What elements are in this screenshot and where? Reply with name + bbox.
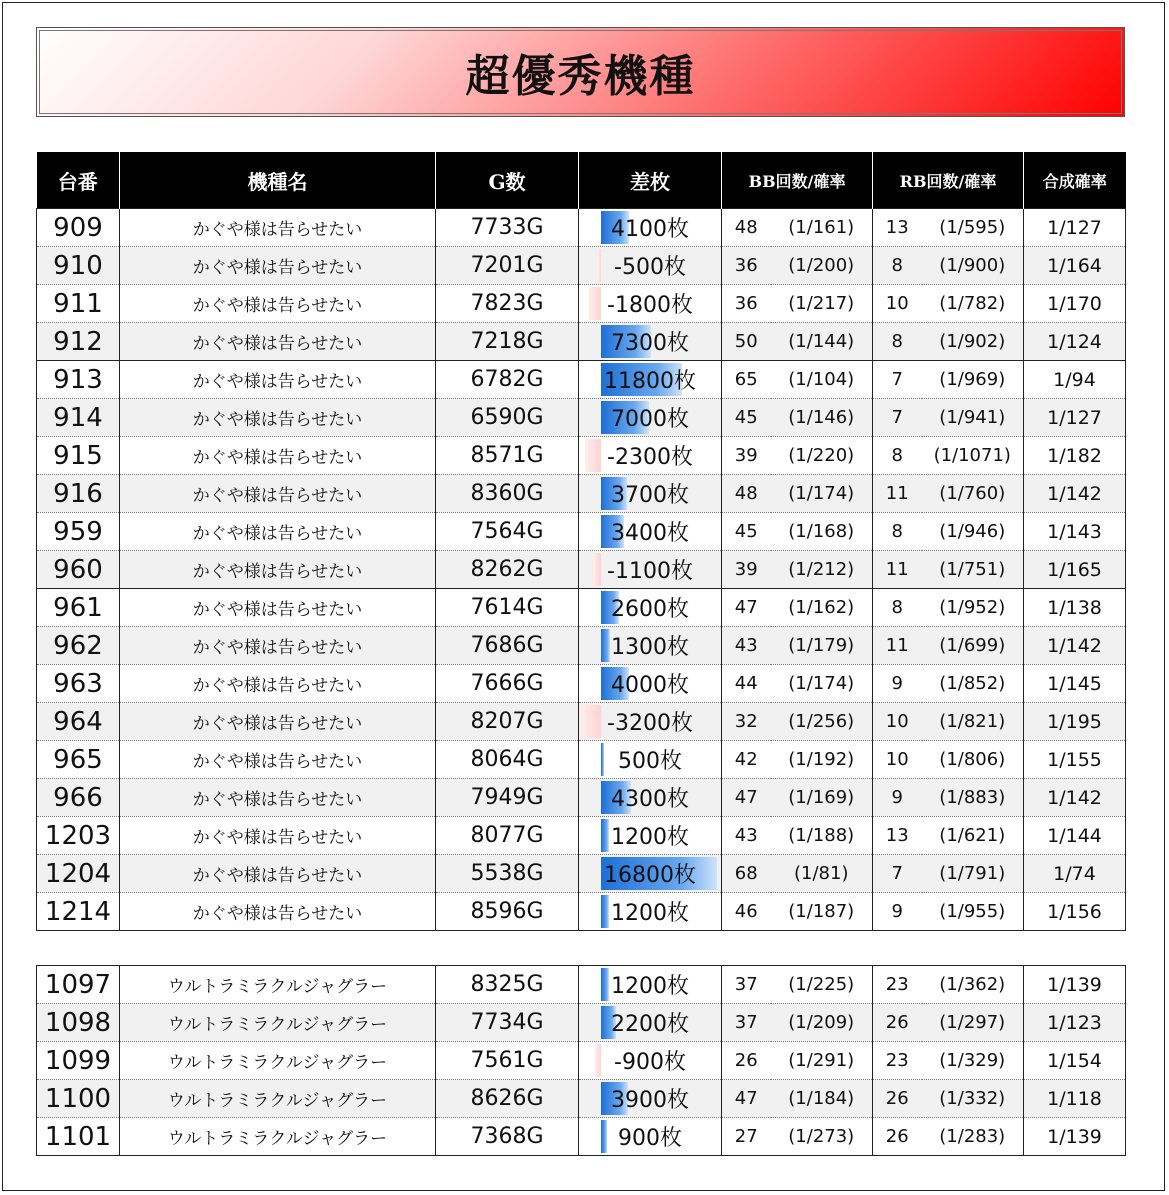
cell-combined-rate: 1/139 xyxy=(1024,966,1126,1004)
cell-rb-rate: (1/946) xyxy=(922,513,1024,551)
cell-number: 964 xyxy=(37,703,120,741)
diff-value: -2300枚 xyxy=(607,445,693,470)
cell-number: 960 xyxy=(37,551,120,589)
cell-diff xyxy=(579,361,722,399)
cell-rb-rate: (1/883) xyxy=(922,779,1024,817)
cell-diff xyxy=(579,627,722,665)
cell-combined-rate: 1/74 xyxy=(1024,855,1126,893)
cell-machine-name: かぐや様は告らせたい xyxy=(120,665,436,703)
cell-bb-rate: (1/256) xyxy=(771,703,873,741)
cell-number: 963 xyxy=(37,665,120,703)
table-row xyxy=(37,437,1126,475)
cell-number: 916 xyxy=(37,475,120,513)
cell-diff xyxy=(579,323,722,361)
diff-value: 16800枚 xyxy=(604,863,696,888)
cell-rb-rate: (1/852) xyxy=(922,665,1024,703)
cell-rb-count: 8 xyxy=(873,513,922,551)
cell-combined-rate: 1/195 xyxy=(1024,703,1126,741)
cell-games: 7686G xyxy=(436,627,579,665)
negative-diff-bar xyxy=(585,439,601,472)
cell-bb-rate: (1/220) xyxy=(771,437,873,475)
cell-diff xyxy=(579,703,722,741)
table-row xyxy=(37,209,1126,247)
cell-rb-rate: (1/595) xyxy=(922,209,1024,247)
cell-machine-name: ウルトラミラクルジャグラー xyxy=(120,1080,436,1118)
table-row xyxy=(37,285,1126,323)
cell-bb-count: 44 xyxy=(722,665,771,703)
negative-diff-bar xyxy=(589,287,601,320)
cell-games: 8596G xyxy=(436,893,579,931)
cell-bb-count: 36 xyxy=(722,285,771,323)
cell-rb-count: 8 xyxy=(873,589,922,627)
cell-games: 8064G xyxy=(436,741,579,779)
diff-value: 2600枚 xyxy=(611,597,689,622)
cell-combined-rate: 1/127 xyxy=(1024,399,1126,437)
cell-rb-count: 26 xyxy=(873,1004,922,1042)
cell-diff xyxy=(579,437,722,475)
cell-combined-rate: 1/170 xyxy=(1024,285,1126,323)
negative-diff-bar xyxy=(593,553,601,586)
table-row xyxy=(37,1118,1126,1156)
cell-games: 8325G xyxy=(436,966,579,1004)
cell-bb-rate: (1/273) xyxy=(771,1118,873,1156)
cell-rb-rate: (1/821) xyxy=(922,703,1024,741)
cell-combined-rate: 1/139 xyxy=(1024,1118,1126,1156)
table-row xyxy=(37,1042,1126,1080)
cell-bb-rate: (1/168) xyxy=(771,513,873,551)
cell-bb-count: 47 xyxy=(722,589,771,627)
cell-machine-name: かぐや様は告らせたい xyxy=(120,247,436,285)
table-row xyxy=(37,361,1126,399)
cell-bb-rate: (1/187) xyxy=(771,893,873,931)
diff-value: 1300枚 xyxy=(611,635,689,660)
cell-rb-rate: (1/955) xyxy=(922,893,1024,931)
cell-bb-count: 48 xyxy=(722,209,771,247)
cell-bb-count: 27 xyxy=(722,1118,771,1156)
cell-number: 913 xyxy=(37,361,120,399)
cell-rb-count: 10 xyxy=(873,703,922,741)
diff-value: 3900枚 xyxy=(611,1088,689,1113)
cell-bb-rate: (1/146) xyxy=(771,399,873,437)
cell-bb-rate: (1/192) xyxy=(771,741,873,779)
cell-machine-name: かぐや様は告らせたい xyxy=(120,285,436,323)
diff-value: 1200枚 xyxy=(611,901,689,926)
cell-rb-count: 11 xyxy=(873,475,922,513)
cell-rb-count: 23 xyxy=(873,1042,922,1080)
table-row xyxy=(37,1004,1126,1042)
positive-diff-bar xyxy=(601,968,609,1001)
table-body xyxy=(37,966,1126,1156)
positive-diff-bar xyxy=(601,819,609,852)
cell-rb-rate: (1/621) xyxy=(922,817,1024,855)
cell-number: 1101 xyxy=(37,1118,120,1156)
cell-diff xyxy=(579,817,722,855)
cell-bb-count: 32 xyxy=(722,703,771,741)
cell-bb-rate: (1/104) xyxy=(771,361,873,399)
diff-value: 500枚 xyxy=(618,749,682,774)
cell-games: 8571G xyxy=(436,437,579,475)
cell-bb-count: 43 xyxy=(722,627,771,665)
cell-machine-name: かぐや様は告らせたい xyxy=(120,893,436,931)
cell-machine-name: かぐや様は告らせたい xyxy=(120,779,436,817)
diff-value: 4000枚 xyxy=(611,673,689,698)
cell-games: 7614G xyxy=(436,589,579,627)
cell-bb-rate: (1/162) xyxy=(771,589,873,627)
cell-games: 6590G xyxy=(436,399,579,437)
cell-rb-count: 8 xyxy=(873,437,922,475)
table-row xyxy=(37,323,1126,361)
cell-rb-count: 8 xyxy=(873,323,922,361)
cell-rb-count: 7 xyxy=(873,361,922,399)
positive-diff-bar xyxy=(601,895,609,928)
cell-rb-rate: (1/283) xyxy=(922,1118,1024,1156)
cell-diff xyxy=(579,1004,722,1042)
cell-diff xyxy=(579,209,722,247)
cell-combined-rate: 1/182 xyxy=(1024,437,1126,475)
table-row xyxy=(37,399,1126,437)
cell-bb-count: 26 xyxy=(722,1042,771,1080)
diff-value: 7300枚 xyxy=(611,331,689,356)
table-row xyxy=(37,589,1126,627)
header-name: 機種名 xyxy=(120,152,436,209)
cell-combined-rate: 1/138 xyxy=(1024,589,1126,627)
machine-table-juggler xyxy=(36,965,1126,1156)
cell-number: 1214 xyxy=(37,893,120,931)
diff-value: 1200枚 xyxy=(611,974,689,999)
cell-rb-rate: (1/332) xyxy=(922,1080,1024,1118)
cell-bb-count: 39 xyxy=(722,551,771,589)
cell-games: 8626G xyxy=(436,1080,579,1118)
cell-combined-rate: 1/142 xyxy=(1024,627,1126,665)
cell-machine-name: ウルトラミラクルジャグラー xyxy=(120,1118,436,1156)
table-row xyxy=(37,893,1126,931)
table-row xyxy=(37,551,1126,589)
cell-bb-count: 45 xyxy=(722,399,771,437)
page-title: 超優秀機種 xyxy=(465,51,696,102)
cell-combined-rate: 1/142 xyxy=(1024,779,1126,817)
cell-bb-count: 45 xyxy=(722,513,771,551)
cell-rb-count: 9 xyxy=(873,893,922,931)
cell-number: 915 xyxy=(37,437,120,475)
cell-bb-rate: (1/161) xyxy=(771,209,873,247)
cell-machine-name: かぐや様は告らせたい xyxy=(120,817,436,855)
cell-rb-rate: (1/329) xyxy=(922,1042,1024,1080)
cell-rb-count: 11 xyxy=(873,627,922,665)
cell-diff xyxy=(579,1118,722,1156)
cell-bb-count: 47 xyxy=(722,1080,771,1118)
diff-value: -500枚 xyxy=(614,255,686,280)
cell-bb-count: 39 xyxy=(722,437,771,475)
table-header-row xyxy=(37,152,1126,209)
cell-rb-rate: (1/782) xyxy=(922,285,1024,323)
cell-combined-rate: 1/164 xyxy=(1024,247,1126,285)
cell-number: 910 xyxy=(37,247,120,285)
cell-diff xyxy=(579,285,722,323)
cell-games: 7734G xyxy=(436,1004,579,1042)
negative-diff-bar xyxy=(581,705,601,738)
table-row xyxy=(37,817,1126,855)
header-number: 台番 xyxy=(37,152,120,209)
table-row xyxy=(37,855,1126,893)
cell-rb-count: 7 xyxy=(873,855,922,893)
diff-value: 3400枚 xyxy=(611,521,689,546)
header-diff: 差枚 xyxy=(579,152,722,209)
cell-diff xyxy=(579,1080,722,1118)
cell-machine-name: ウルトラミラクルジャグラー xyxy=(120,966,436,1004)
cell-number: 965 xyxy=(37,741,120,779)
cell-bb-rate: (1/184) xyxy=(771,1080,873,1118)
diff-value: -900枚 xyxy=(614,1050,686,1075)
cell-rb-count: 26 xyxy=(873,1118,922,1156)
cell-rb-count: 23 xyxy=(873,966,922,1004)
cell-combined-rate: 1/154 xyxy=(1024,1042,1126,1080)
table-body xyxy=(37,209,1126,931)
cell-bb-count: 50 xyxy=(722,323,771,361)
table-row xyxy=(37,513,1126,551)
cell-bb-count: 43 xyxy=(722,817,771,855)
diff-value: 2200枚 xyxy=(611,1012,689,1037)
cell-rb-rate: (1/941) xyxy=(922,399,1024,437)
cell-bb-rate: (1/174) xyxy=(771,665,873,703)
table-row xyxy=(37,627,1126,665)
cell-bb-rate: (1/188) xyxy=(771,817,873,855)
cell-machine-name: かぐや様は告らせたい xyxy=(120,589,436,627)
cell-diff xyxy=(579,893,722,931)
cell-machine-name: かぐや様は告らせたい xyxy=(120,551,436,589)
cell-combined-rate: 1/118 xyxy=(1024,1080,1126,1118)
cell-games: 7564G xyxy=(436,513,579,551)
cell-rb-rate: (1/791) xyxy=(922,855,1024,893)
cell-rb-rate: (1/699) xyxy=(922,627,1024,665)
cell-number: 959 xyxy=(37,513,120,551)
table-row xyxy=(37,665,1126,703)
cell-bb-rate: (1/209) xyxy=(771,1004,873,1042)
diff-value: -1800枚 xyxy=(607,293,693,318)
cell-combined-rate: 1/144 xyxy=(1024,817,1126,855)
cell-bb-count: 36 xyxy=(722,247,771,285)
cell-rb-count: 13 xyxy=(873,817,922,855)
cell-rb-rate: (1/969) xyxy=(922,361,1024,399)
table-row xyxy=(37,475,1126,513)
cell-games: 7218G xyxy=(436,323,579,361)
header-combined: 合成確率 xyxy=(1024,152,1126,209)
cell-bb-rate: (1/212) xyxy=(771,551,873,589)
cell-number: 966 xyxy=(37,779,120,817)
cell-games: 7666G xyxy=(436,665,579,703)
cell-rb-rate: (1/297) xyxy=(922,1004,1024,1042)
diff-value: 900枚 xyxy=(618,1126,682,1151)
positive-diff-bar xyxy=(601,743,604,776)
cell-machine-name: ウルトラミラクルジャグラー xyxy=(120,1042,436,1080)
diff-value: -3200枚 xyxy=(607,711,693,736)
cell-bb-count: 65 xyxy=(722,361,771,399)
cell-bb-rate: (1/81) xyxy=(771,855,873,893)
cell-games: 8077G xyxy=(436,817,579,855)
cell-combined-rate: 1/156 xyxy=(1024,893,1126,931)
cell-rb-rate: (1/806) xyxy=(922,741,1024,779)
cell-machine-name: かぐや様は告らせたい xyxy=(120,209,436,247)
cell-bb-rate: (1/200) xyxy=(771,247,873,285)
cell-machine-name: かぐや様は告らせたい xyxy=(120,855,436,893)
cell-bb-rate: (1/225) xyxy=(771,966,873,1004)
cell-number: 1204 xyxy=(37,855,120,893)
cell-rb-rate: (1/760) xyxy=(922,475,1024,513)
cell-combined-rate: 1/94 xyxy=(1024,361,1126,399)
cell-number: 1097 xyxy=(37,966,120,1004)
diff-value: 11800枚 xyxy=(604,369,696,394)
negative-diff-bar xyxy=(595,1044,601,1077)
cell-games: 8360G xyxy=(436,475,579,513)
diff-value: 4300枚 xyxy=(611,787,689,812)
cell-diff xyxy=(579,399,722,437)
cell-number: 1098 xyxy=(37,1004,120,1042)
cell-combined-rate: 1/123 xyxy=(1024,1004,1126,1042)
cell-diff xyxy=(579,855,722,893)
cell-bb-count: 47 xyxy=(722,779,771,817)
cell-combined-rate: 1/165 xyxy=(1024,551,1126,589)
table-row xyxy=(37,247,1126,285)
cell-diff xyxy=(579,513,722,551)
cell-rb-count: 10 xyxy=(873,285,922,323)
cell-diff xyxy=(579,247,722,285)
cell-rb-count: 8 xyxy=(873,247,922,285)
cell-combined-rate: 1/124 xyxy=(1024,323,1126,361)
cell-bb-count: 37 xyxy=(722,966,771,1004)
cell-bb-rate: (1/169) xyxy=(771,779,873,817)
cell-diff xyxy=(579,551,722,589)
cell-rb-rate: (1/751) xyxy=(922,551,1024,589)
cell-machine-name: かぐや様は告らせたい xyxy=(120,475,436,513)
cell-machine-name: かぐや様は告らせたい xyxy=(120,513,436,551)
cell-rb-count: 13 xyxy=(873,209,922,247)
table-row xyxy=(37,779,1126,817)
cell-bb-rate: (1/144) xyxy=(771,323,873,361)
cell-combined-rate: 1/143 xyxy=(1024,513,1126,551)
cell-number: 1203 xyxy=(37,817,120,855)
title-banner xyxy=(36,27,1125,117)
cell-machine-name: かぐや様は告らせたい xyxy=(120,399,436,437)
cell-diff xyxy=(579,741,722,779)
diff-value: 3700枚 xyxy=(611,483,689,508)
cell-games: 6782G xyxy=(436,361,579,399)
table-row xyxy=(37,966,1126,1004)
header-games: G数 xyxy=(436,152,579,209)
cell-rb-count: 9 xyxy=(873,779,922,817)
cell-games: 7561G xyxy=(436,1042,579,1080)
cell-number: 909 xyxy=(37,209,120,247)
positive-diff-bar xyxy=(601,1120,607,1153)
cell-bb-count: 37 xyxy=(722,1004,771,1042)
cell-number: 914 xyxy=(37,399,120,437)
cell-number: 912 xyxy=(37,323,120,361)
cell-games: 7368G xyxy=(436,1118,579,1156)
cell-games: 8262G xyxy=(436,551,579,589)
cell-diff xyxy=(579,665,722,703)
cell-games: 7201G xyxy=(436,247,579,285)
table-row xyxy=(37,741,1126,779)
cell-games: 7733G xyxy=(436,209,579,247)
cell-rb-count: 10 xyxy=(873,741,922,779)
cell-diff xyxy=(579,589,722,627)
cell-rb-rate: (1/952) xyxy=(922,589,1024,627)
machine-table-kaguya xyxy=(36,152,1126,931)
cell-combined-rate: 1/142 xyxy=(1024,475,1126,513)
cell-machine-name: ウルトラミラクルジャグラー xyxy=(120,1004,436,1042)
negative-diff-bar xyxy=(598,249,601,282)
diff-value: -1100枚 xyxy=(607,559,693,584)
cell-rb-count: 7 xyxy=(873,399,922,437)
cell-combined-rate: 1/145 xyxy=(1024,665,1126,703)
cell-bb-rate: (1/179) xyxy=(771,627,873,665)
table-row xyxy=(37,703,1126,741)
cell-machine-name: かぐや様は告らせたい xyxy=(120,703,436,741)
cell-rb-rate: (1/362) xyxy=(922,966,1024,1004)
header-rb: RB回数/確率 xyxy=(873,152,1024,209)
cell-diff xyxy=(579,1042,722,1080)
table-row xyxy=(37,1080,1126,1118)
cell-bb-count: 48 xyxy=(722,475,771,513)
cell-machine-name: かぐや様は告らせたい xyxy=(120,627,436,665)
cell-diff xyxy=(579,475,722,513)
cell-games: 7823G xyxy=(436,285,579,323)
cell-bb-count: 68 xyxy=(722,855,771,893)
diff-value: 1200枚 xyxy=(611,825,689,850)
cell-rb-rate: (1/902) xyxy=(922,323,1024,361)
header-bb: BB回数/確率 xyxy=(722,152,873,209)
diff-value: 7000枚 xyxy=(611,407,689,432)
cell-games: 5538G xyxy=(436,855,579,893)
cell-diff xyxy=(579,966,722,1004)
cell-combined-rate: 1/127 xyxy=(1024,209,1126,247)
cell-number: 1099 xyxy=(37,1042,120,1080)
cell-rb-rate: (1/900) xyxy=(922,247,1024,285)
cell-bb-rate: (1/291) xyxy=(771,1042,873,1080)
cell-number: 911 xyxy=(37,285,120,323)
cell-bb-count: 46 xyxy=(722,893,771,931)
cell-games: 8207G xyxy=(436,703,579,741)
cell-diff xyxy=(579,779,722,817)
diff-value: 4100枚 xyxy=(611,217,689,242)
cell-games: 7949G xyxy=(436,779,579,817)
cell-bb-count: 42 xyxy=(722,741,771,779)
cell-number: 1100 xyxy=(37,1080,120,1118)
cell-machine-name: かぐや様は告らせたい xyxy=(120,323,436,361)
cell-machine-name: かぐや様は告らせたい xyxy=(120,437,436,475)
cell-number: 962 xyxy=(37,627,120,665)
cell-rb-rate: (1/1071) xyxy=(922,437,1024,475)
cell-machine-name: かぐや様は告らせたい xyxy=(120,361,436,399)
cell-combined-rate: 1/155 xyxy=(1024,741,1126,779)
cell-machine-name: かぐや様は告らせたい xyxy=(120,741,436,779)
cell-number: 961 xyxy=(37,589,120,627)
cell-rb-count: 11 xyxy=(873,551,922,589)
cell-bb-rate: (1/217) xyxy=(771,285,873,323)
cell-bb-rate: (1/174) xyxy=(771,475,873,513)
positive-diff-bar xyxy=(601,629,610,662)
cell-rb-count: 9 xyxy=(873,665,922,703)
cell-rb-count: 26 xyxy=(873,1080,922,1118)
